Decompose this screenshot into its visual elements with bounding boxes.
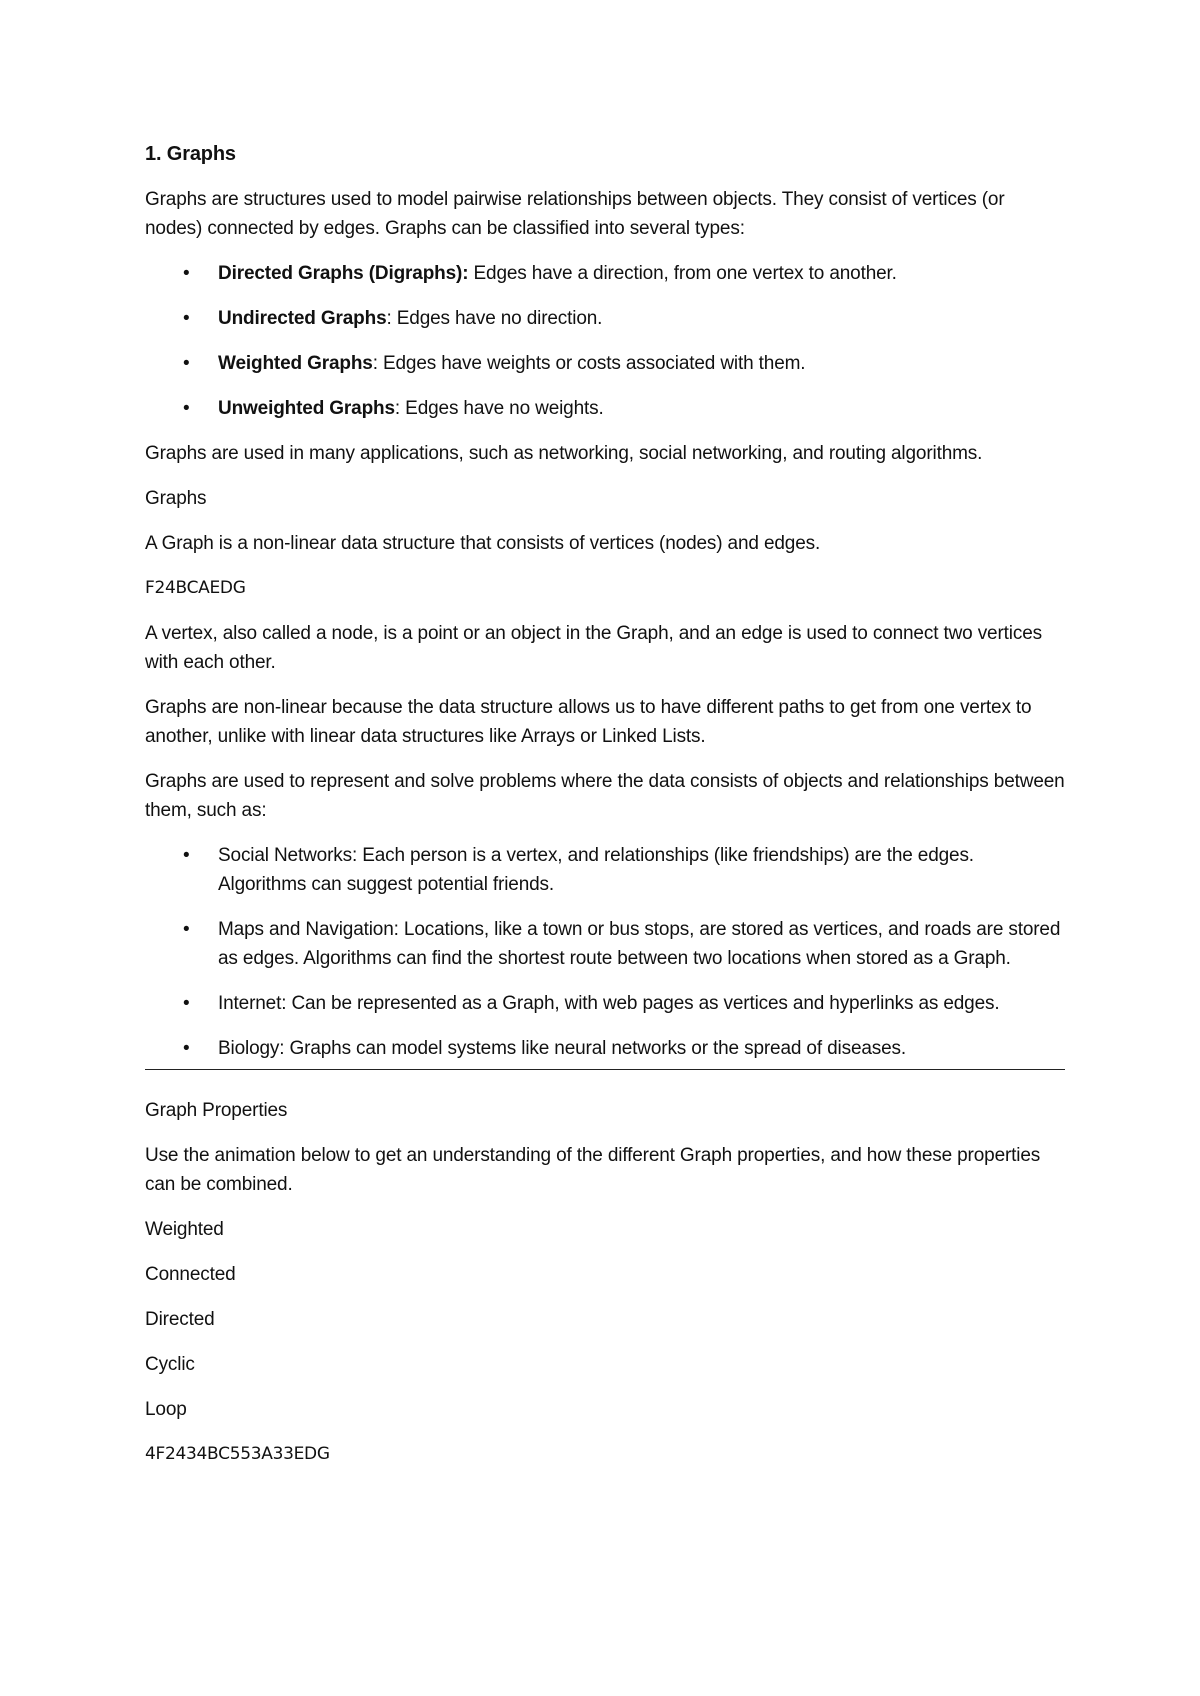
term-label: Directed Graphs (Digraphs): <box>218 263 469 284</box>
bullet-icon: • <box>183 993 190 1014</box>
document-page <box>145 140 1065 1485</box>
figure-alt-text: F24BCAEDG <box>145 578 246 598</box>
term-description: : Edges have no weights. <box>394 398 604 419</box>
term-label: Unweighted Graphs <box>218 398 395 419</box>
term-description: Edges have a direction, from one vertex to another. <box>468 263 897 284</box>
vertex-paragraph: A vertex, also called a node, is a point or an object in the Graph, and an edge is used to connect two vertices with each other. <box>145 623 1042 673</box>
definition-paragraph: A Graph is a non-linear data structure that consists of vertices (nodes) and edges. <box>145 533 821 554</box>
list-item <box>145 989 1065 1018</box>
bullet-icon: • <box>183 353 190 374</box>
list-item <box>145 915 1065 973</box>
bullet-icon: • <box>183 1038 190 1059</box>
property-label-weighted: Weighted <box>145 1219 224 1240</box>
term-description: : Edges have no direction. <box>386 308 603 329</box>
list-item-text: Internet: Can be represented as a Graph, with web pages as vertices and hyperlinks as edges. <box>218 993 1000 1014</box>
list-item <box>145 259 1065 288</box>
bullet-icon: • <box>183 845 190 866</box>
figure-alt-text: 4F2434BC553A33EDG <box>145 1444 330 1464</box>
properties-intro-paragraph: Use the animation below to get an understanding of the different Graph properties, and how these properties can be combined. <box>145 1145 1041 1195</box>
list-item-text: Social Networks: Each person is a vertex, and relationships (like friendships) are the edges. Algorithms can suggest potential friends. <box>218 845 974 895</box>
uses-intro-paragraph: Graphs are used to represent and solve problems where the data consists of objects and relationships between them, such as: <box>145 771 1065 821</box>
nonlinear-paragraph: Graphs are non-linear because the data structure allows us to have different paths to get from one vertex to another, unlike with linear data structures like Arrays or Linked Lists. <box>145 697 1032 747</box>
property-label-cyclic: Cyclic <box>145 1354 195 1375</box>
list-item <box>145 1034 1065 1063</box>
subsection-title: Graphs <box>145 488 207 509</box>
property-label-directed: Directed <box>145 1309 215 1330</box>
property-label-loop: Loop <box>145 1399 187 1420</box>
intro-paragraph: Graphs are structures used to model pairwise relationships between objects. They consist of vertices (or nodes) connected by edges. Graphs can be classified into several types: <box>145 189 1005 239</box>
uses-list <box>145 841 1065 1063</box>
applications-paragraph: Graphs are used in many applications, such as networking, social networking, and routing algorithms. <box>145 443 983 464</box>
section-heading: 1. Graphs <box>145 143 236 165</box>
list-item <box>145 349 1065 378</box>
list-item <box>145 394 1065 423</box>
bullet-icon: • <box>183 919 190 940</box>
bullet-icon: • <box>183 308 190 329</box>
list-item <box>145 841 1065 899</box>
list-item <box>145 304 1065 333</box>
bullet-icon: • <box>183 398 190 419</box>
subsection-title: Graph Properties <box>145 1100 288 1121</box>
property-label-connected: Connected <box>145 1264 236 1285</box>
list-item-text: Biology: Graphs can model systems like neural networks or the spread of diseases. <box>218 1038 907 1059</box>
term-label: Weighted Graphs <box>218 353 373 374</box>
horizontal-divider <box>145 1069 1065 1070</box>
term-description: : Edges have weights or costs associated with them. <box>372 353 806 374</box>
term-label: Undirected Graphs <box>218 308 387 329</box>
graph-types-list <box>145 259 1065 423</box>
list-item-text: Maps and Navigation: Locations, like a town or bus stops, are stored as vertices, and roads are stored as edges. Algorithms can find the shortest route between two locations when stored as a Graph. <box>218 919 1061 969</box>
bullet-icon: • <box>183 263 190 284</box>
